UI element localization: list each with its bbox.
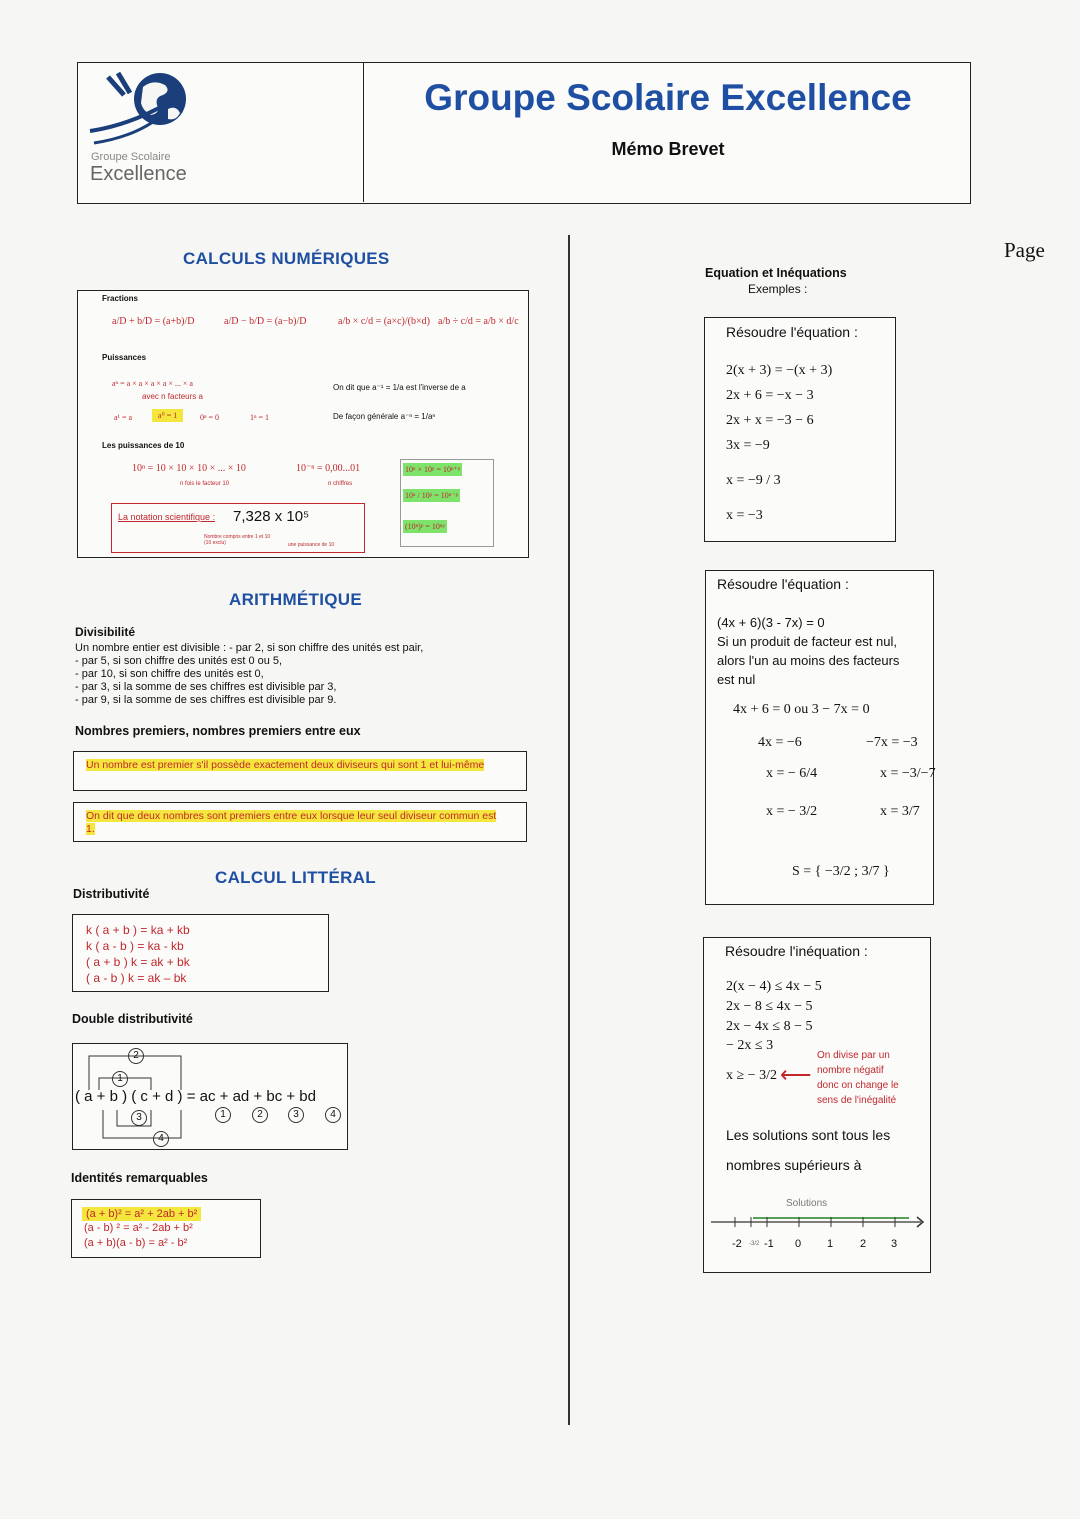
premier-def (86, 759, 506, 772)
header-box (77, 62, 971, 204)
ineq-line-2: 2x − 8 ≤ 4x − 5 (726, 999, 813, 1014)
term-num-4: 4 (325, 1107, 341, 1123)
term-num-2: 2 (252, 1107, 268, 1123)
entre-eux-def-text: On dit que deux nombres sont premiers entre eux lorsque leur seul diviseur commun est 1. (86, 810, 497, 835)
school-name: Groupe Scolaire Excellence (424, 77, 912, 118)
distributivite-box (72, 914, 329, 992)
eq2-text-1: Si un produit de facteur est nul, (717, 634, 897, 649)
identite-2: (a - b) ² = a² - 2ab + b² (84, 1222, 193, 1234)
fraction-rule-2: a/D − b/D = (a−b)/D (224, 316, 307, 327)
eq2-line-2a: 4x = −6 (758, 735, 802, 750)
eq1-line-5: x = −9 / 3 (726, 473, 781, 488)
puissance-10-pos: 10ⁿ = 10 × 10 × 10 × ... × 10 (132, 463, 246, 474)
puissances-label: Puissances (102, 353, 147, 362)
eq2-title: Résoudre l'équation : (717, 576, 849, 592)
axis-tick-m1: -1 (764, 1238, 774, 1250)
ineq-text-2: nombres supérieurs à (726, 1157, 862, 1173)
distrib-line-1: k ( a + b ) = ka + kb (86, 923, 190, 937)
axis-tick-m32: -3/2 (749, 1241, 760, 1247)
eq1-title: Résoudre l'équation : (726, 324, 858, 340)
divisibilite-line-4: - par 3, si la somme de ses chiffres est divisible par 3, (75, 681, 337, 693)
fractions-label: Fractions (102, 294, 139, 303)
eq1-line-2: 2x + 6 = −x − 3 (726, 388, 814, 403)
logo-globe-icon (88, 69, 198, 151)
term-num-1: 1 (215, 1107, 231, 1123)
puissance-inverse: On dit que a⁻¹ = 1/a est l'inverse de a (333, 383, 466, 392)
divisibilite-line-2: - par 5, si son chiffre des unités est 0 ou 5, (75, 655, 283, 667)
equations-examples: Exemples : (748, 282, 808, 296)
entre-eux-def-box (73, 802, 527, 842)
sci-value: 7,328 x 10⁵ (233, 508, 310, 525)
puissance-def-note: avec n facteurs a (142, 392, 203, 401)
eq2-solution: S = { −3/2 ; 3/7 } (792, 864, 890, 879)
eq2-line-4b: x = 3/7 (880, 804, 920, 819)
puissance-def: aⁿ = a × a × a × a × ... × a (112, 379, 193, 388)
axis-label: Solutions (786, 1198, 828, 1209)
logo-cell (78, 63, 364, 202)
arrow-num-2: 2 (128, 1048, 144, 1064)
sci-label: La notation scientifique : (118, 512, 216, 522)
ineq-line-4: − 2x ≤ 3 (726, 1038, 774, 1053)
litteral-title: CALCUL LITTÉRAL (215, 868, 376, 887)
eq2-line-2b: −7x = −3 (866, 735, 918, 750)
double-distrib-label: Double distributivité (72, 1012, 193, 1026)
divisibilite-line-3: - par 10, si son chiffre des unités est 0, (75, 668, 264, 680)
puissance-a0: a⁰ = 1 (152, 409, 183, 422)
distributivite-label: Distributivité (73, 887, 150, 901)
identites-box (71, 1199, 261, 1258)
identite-3: (a + b)(a - b) = a² - b² (84, 1237, 188, 1249)
ineq-note-3: donc on change le (817, 1080, 899, 1091)
puissances-10-label: Les puissances de 10 (102, 441, 185, 450)
divisibilite-label: Divisibilité (75, 625, 136, 639)
logo-line2: Excellence (90, 163, 187, 185)
distrib-line-4: ( a - b ) k = ak – bk (86, 971, 187, 985)
double-distrib-box (72, 1043, 348, 1150)
ineq-line-3: 2x − 4x ≤ 8 − 5 (726, 1019, 813, 1034)
ineq-text-1: Les solutions sont tous les (726, 1127, 891, 1143)
calculs-box (77, 290, 529, 558)
fraction-rule-3: a/b × c/d = (a×c)/(b×d) (338, 316, 430, 327)
puissance-1n: 1ⁿ = 1 (250, 413, 270, 422)
axis-tick-3: 3 (891, 1238, 898, 1250)
eq1-line-1: 2(x + 3) = −(x + 3) (726, 363, 833, 378)
memo-subtitle: Mémo Brevet (611, 139, 725, 159)
rule-product: 10ⁿ × 10ᵖ = 10ⁿ⁺ᵖ (405, 465, 461, 474)
notation-scientifique-box (111, 503, 365, 553)
inequation-box (703, 937, 931, 1273)
sci-note-1: Nombre compris entre 1 et 10 (10 exclu) (204, 534, 271, 546)
identites-label: Identités remarquables (71, 1171, 208, 1185)
axis-tick-m2: -2 (732, 1238, 742, 1250)
sci-note-2: une puissance de 10 (288, 542, 335, 548)
fraction-rule-1: a/D + b/D = (a+b)/D (112, 316, 195, 327)
ineq-title: Résoudre l'inéquation : (725, 943, 868, 959)
distrib-line-3: ( a + b ) k = ak + bk (86, 955, 190, 969)
column-divider (568, 235, 570, 1425)
eq2-equation: (4x + 6)(3 - 7x) = 0 (717, 615, 825, 630)
eq2-line-4a: x = − 3/2 (766, 804, 818, 819)
equation-box-2 (705, 570, 934, 905)
eq1-line-3: 2x + x = −3 − 6 (726, 413, 814, 428)
puissance-10-rules (400, 459, 494, 547)
premier-def-box (73, 751, 527, 791)
axis-tick-0: 0 (795, 1238, 802, 1250)
eq1-line-4: 3x = −9 (726, 438, 770, 453)
ineq-line-5: x ≥ − 3/2 (726, 1068, 777, 1083)
eq2-line-1: 4x + 6 = 0 ou 3 − 7x = 0 (733, 702, 870, 717)
puissance-10-neg-note: n chiffres (328, 481, 353, 487)
equations-title: Equation et Inéquations (705, 266, 847, 280)
entre-eux-def (86, 810, 506, 836)
double-distrib-expr: ( a + b ) ( c + d ) = ac + ad + bc + bd (75, 1088, 316, 1105)
ineq-note-4: sens de l'inégalité (817, 1095, 897, 1106)
eq2-text-3: est nul (717, 672, 756, 687)
arith-title: ARITHMÉTIQUE (229, 590, 362, 609)
arrow-num-4: 4 (153, 1131, 169, 1147)
puissance-10-neg: 10⁻ⁿ = 0,00...01 (296, 463, 361, 474)
eq2-line-3a: x = − 6/4 (766, 766, 818, 781)
puissance-0n: 0ⁿ = 0 (200, 413, 220, 422)
eq1-line-6: x = −3 (726, 508, 763, 523)
ineq-note-2: nombre négatif (817, 1065, 884, 1076)
identite-1: (a + b)² = a² + 2ab + b² (82, 1207, 201, 1221)
distrib-line-2: k ( a - b ) = ka - kb (86, 939, 184, 953)
premiers-label: Nombres premiers, nombres premiers entre eux (75, 724, 361, 738)
calculs-title: CALCULS NUMÉRIQUES (183, 249, 390, 268)
rule-quotient: 10ⁿ / 10ᵖ = 10ⁿ⁻ᵖ (405, 491, 458, 500)
divisibilite-line-1: Un nombre entier est divisible : - par 2, si son chiffre des unités est pair, (75, 642, 424, 654)
axis-tick-2: 2 (860, 1238, 867, 1250)
arrow-num-1: 1 (112, 1071, 128, 1087)
ineq-note-1: On divise par un (817, 1050, 890, 1061)
eq2-text-2: alors l'un au moins des facteurs (717, 653, 900, 668)
fraction-rule-4: a/b ÷ c/d = a/b × d/c (438, 316, 519, 327)
logo-line1: Groupe Scolaire (91, 151, 171, 163)
eq2-line-3b: x = −3/−7 (880, 766, 936, 781)
equation-box-1 (704, 317, 896, 542)
ineq-line-1: 2(x − 4) ≤ 4x − 5 (726, 979, 822, 994)
number-line (709, 1212, 929, 1232)
arrow-num-3: 3 (131, 1110, 147, 1126)
term-num-3: 3 (288, 1107, 304, 1123)
divisibilite-line-5: - par 9, si la somme de ses chiffres est divisible par 9. (75, 694, 337, 706)
axis-tick-1: 1 (827, 1238, 834, 1250)
puissance-a1: a¹ = a (114, 413, 133, 422)
page-label: Page (1004, 238, 1045, 262)
rule-power: (10ⁿ)ᵖ = 10ⁿᵖ (405, 522, 445, 531)
puissance-generale: De façon générale a⁻ⁿ = 1/aⁿ (333, 412, 436, 421)
ineq-arrow-icon: ⟵ (780, 1062, 812, 1087)
premier-def-text: Un nombre est premier s'il possède exactement deux diviseurs qui sont 1 et lui-même (86, 759, 485, 771)
puissance-10-pos-note: n fois le facteur 10 (180, 481, 230, 487)
